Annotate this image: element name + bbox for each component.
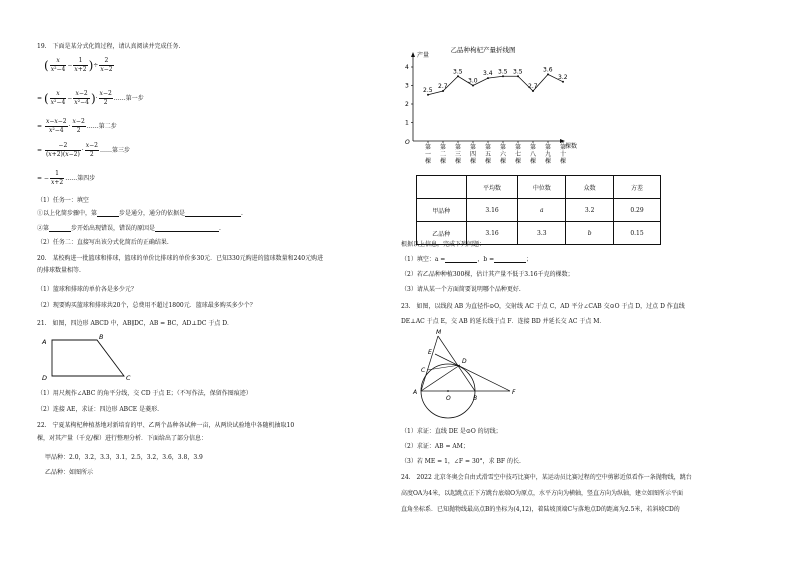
table-cell: 3.2 — [566, 199, 614, 222]
q23-label-f: F — [512, 389, 516, 396]
q19-task1-b-mid: 步开始出现错误，错误的原因是 — [71, 225, 156, 232]
chart-category-label: 第 — [469, 144, 477, 151]
q19-step-2-tag: ……第二步 — [86, 123, 117, 130]
q19-task1-a-pre: ①以上化简步骤中，第 — [37, 210, 98, 217]
chart-point — [472, 85, 474, 87]
chart-category-label: 棵 — [529, 158, 537, 165]
q19-task1-b-pre: ②第 — [37, 225, 50, 232]
chart-category-label: 三 — [454, 151, 462, 158]
point-o — [447, 390, 449, 392]
q23-sub-1: （1）求证：直线 DE 是⊙O 的切线； — [401, 428, 502, 435]
q19-task1-b — [37, 225, 221, 232]
chart-category-label: 第 — [454, 144, 462, 151]
q22-line-2: 棵，对其产量（千克/棵）进行整理分析．下面给出了部分信息： — [37, 435, 208, 442]
q20-sub-2: （2）现要购买篮球和排球共20个，总费用不超过1800元．篮球最多购买多少个？ — [37, 302, 256, 309]
q23-figure — [406, 328, 534, 424]
chart-y-tick-label: 1 — [405, 119, 409, 127]
q20-line-1: 20. 某校购进一批篮球和排球，篮球的单价比排球的单价多30元．已知330元购进的篮球数量和240元购进 — [37, 255, 324, 262]
chart-category-label: 一 — [424, 151, 432, 158]
chart-series-line — [428, 74, 563, 94]
q19-step-1: = ( $\frac{x}{\text{x²−4}}$ − $\frac{x-2}{\text{x²−4}}$ )· $\frac{x-2}{2}$ ……第一步 — [37, 90, 144, 106]
chart-category-label: 第 — [529, 144, 537, 151]
q21-label-b: B — [99, 333, 104, 341]
chart-category-label: 八 — [529, 151, 537, 158]
q19-step-4-tag: ……第四步 — [65, 175, 96, 182]
chart-point — [487, 77, 489, 79]
chart-value-label: 3.5 — [453, 68, 463, 76]
q22-blank-a[interactable] — [445, 256, 477, 263]
line-am — [421, 336, 438, 391]
q23-label-b: B — [473, 395, 478, 402]
table-header-cell: 众数 — [566, 176, 614, 199]
chart-category-label: 二 — [439, 151, 447, 158]
q22-line-1: 22. 宁夏某枸杞种植基地对新培育的甲、乙两个品种各试种一亩，从两块试验地中各随机抽取10 — [37, 422, 295, 429]
table-header-cell: 方差 — [614, 176, 661, 199]
table-cell: 甲品种 — [417, 199, 467, 222]
table-cell: 3.3 — [518, 222, 566, 245]
q22-intro: 根据以上信息，完成下列问题： — [401, 241, 486, 248]
q21-label-d: D — [42, 374, 48, 382]
q19-task1-a-mid: 步是通分，通分的依据是 — [119, 210, 186, 217]
q22-sub-2: （2）若乙品种种植300棵，估计其产量不低于3.16千克的棵数； — [401, 271, 574, 278]
q24-line-1: 24. 2022 北京冬奥会自由式滑雪空中技巧比赛中，某运动员比赛过程的空中剪影近似看作一条抛物线，跳台 — [401, 474, 692, 481]
chart-point — [517, 75, 519, 77]
q19-task1-label: （1）任务一：填空 — [37, 197, 89, 204]
chart-point — [427, 94, 429, 96]
q23-label-c: C — [421, 367, 426, 374]
chart-point — [457, 75, 459, 77]
chart-category-label: 十 — [559, 151, 567, 158]
q23-line-2: DE⊥AC 于点 E，交 AB 的延长线于点 F．连接 BD 并延长交 AC 于点 M． — [401, 318, 606, 325]
q21-label-c: C — [126, 374, 131, 382]
chart-xlabel: 棵数 — [565, 143, 578, 150]
q21-sub-1: （1）用尺规作∠ABC 的角平分线，交 CD 于点 E；（不写作法，保留作图痕迹） — [37, 390, 252, 397]
chart-category-label: 棵 — [559, 158, 567, 165]
line-cd — [427, 365, 460, 370]
table-cell: 0.29 — [614, 199, 661, 222]
q19-step-4: = − $\frac{1}{x+2}$ ……第四步 — [37, 170, 96, 186]
table-header-cell: 中位数 — [518, 176, 566, 199]
chart-value-label: 3.5 — [513, 68, 523, 76]
line-ef — [435, 354, 510, 391]
table-cell: b — [566, 222, 614, 245]
table-cell: a — [518, 199, 566, 222]
chart-category-label: 六 — [499, 151, 507, 158]
chart-category-label: 棵 — [499, 158, 507, 165]
q19-blank-error-reason[interactable] — [155, 225, 219, 232]
table-header-row — [417, 176, 661, 199]
q22-yi-data: 乙品种：如图所示 — [45, 469, 94, 476]
table-row — [417, 199, 661, 222]
chart-value-label: 3.5 — [498, 68, 508, 76]
q23-label-m: M — [436, 329, 442, 336]
q19-blank-error-step[interactable] — [49, 225, 71, 232]
chart-category-label: 第 — [499, 144, 507, 151]
trapezoid-abcd — [52, 340, 124, 376]
q21-sub-2: （2）连接 AE，求证：四边形 ABCE 是菱形. — [37, 406, 159, 413]
table-cell: 3.16 — [466, 199, 518, 222]
q19-blank-basis[interactable] — [185, 210, 241, 217]
q22-blank-b[interactable] — [494, 256, 526, 263]
q23-sub-3: （3）若 ME = 1，∠F = 30°，求 BF 的长. — [401, 458, 521, 465]
yield-line-chart — [403, 40, 593, 170]
chart-point — [562, 81, 564, 83]
chart-category-label: 第 — [484, 144, 492, 151]
chart-category-label: 第 — [559, 144, 567, 151]
chart-category-label: 七 — [514, 151, 522, 158]
chart-category-label: 棵 — [544, 158, 552, 165]
chart-category-label: 棵 — [469, 158, 477, 165]
table-header-cell — [417, 176, 467, 199]
q19-blank-step[interactable] — [97, 210, 119, 217]
chart-point — [442, 90, 444, 92]
q24-line-3: 直角坐标系．已知抛物线最高点B的坐标为(4,12)，着陆坡顶端C与落地点D的距离为2.5米，若斜坡CD的 — [401, 506, 680, 513]
q19-task2: （2）任务二：直接写出该分式化简后的正确结果. — [37, 239, 169, 246]
chart-category-label: 棵 — [454, 158, 462, 165]
table-cell: 乙品种 — [417, 222, 467, 245]
q19-step-2: = $\frac{x-x-2}{\text{x²−4}}$ · $\frac{x-2}{2}$ ……第二步 — [37, 118, 117, 134]
chart-y-tick-label: 3 — [405, 82, 409, 90]
chart-origin: O — [405, 139, 410, 146]
line-bm — [438, 336, 475, 391]
q19-step-3: = $\frac{-2}{(x+2)(x-2)}$ · $\frac{x-2}{2}$ ……第三步 — [37, 142, 130, 158]
chart-category-label: 五 — [484, 151, 492, 158]
q20-sub-1: （1）篮球和排球的单价各是多少元？ — [37, 286, 137, 293]
chart-point — [547, 73, 549, 75]
q19-stem: 19. 下面是某分式化简过程，请认真阅读并完成任务. — [37, 43, 181, 50]
q21-figure — [40, 332, 140, 384]
chart-ylabel: 产量 — [417, 52, 430, 59]
chart-category-label: 棵 — [514, 158, 522, 165]
q19-step-1-tag: ……第一步 — [113, 95, 144, 102]
q19-task1-a — [37, 210, 243, 217]
q23-label-d: D — [462, 358, 467, 365]
q19-task1-a-end: . — [241, 210, 243, 217]
q23-label-o: O — [446, 395, 451, 402]
table-cell: 0.15 — [614, 222, 661, 245]
chart-category-label: 九 — [544, 151, 552, 158]
q22-sub-1-mid: ，b = — [477, 256, 495, 263]
chart-value-label: 3.6 — [543, 66, 553, 74]
q23-label-e: E — [428, 349, 432, 356]
chart-category-label: 棵 — [484, 158, 492, 165]
table-header-cell: 平均数 — [466, 176, 518, 199]
q22-jia-data: 甲品种：2.0，3.2，3.3，3.1，2.5，3.2，3.6，3.8，3.9 — [45, 454, 203, 461]
chart-value-label: 3.4 — [483, 70, 493, 78]
chart-category-label: 第 — [439, 144, 447, 151]
table-cell: 3.16 — [466, 222, 518, 245]
chart-y-tick-label: 2 — [405, 101, 409, 108]
q24-line-2: 高度OA为4米，以起跳点正下方跳台底端O为原点，水平方向为横轴，竖直方向为纵轴，建立如图所示平面 — [401, 490, 683, 497]
q22-sub-1 — [401, 256, 532, 263]
q22-sub-1-end: ； — [526, 256, 533, 263]
q21-label-a: A — [42, 338, 47, 346]
q22-sub-3: （3）请从某一个方面简要说明哪个品种更好. — [401, 286, 521, 293]
chart-category-label: 棵 — [424, 158, 432, 165]
q19-expression: ( $\frac{x}{\text{x²−4}}$ − $\frac{1}{x+2}$ )÷ $\frac{2}{x-2}$ — [44, 57, 113, 73]
chart-title: 乙品种枸杞产量折线图 — [450, 46, 516, 54]
q21-line-1: 21. 如图，四边形 ABCD 中，AB∥DC，AB = BC，AD⊥DC 于点 D． — [37, 320, 234, 327]
chart-value-label: 2.5 — [423, 86, 433, 94]
q20-line-2: 的排球数量相等. — [37, 267, 81, 274]
q22-sub-1-pre: （1）填空：a = — [401, 256, 446, 263]
q19-step-3-tag: ……第三步 — [99, 147, 130, 154]
line-ad — [421, 365, 460, 391]
q23-line-1: 23. 如图，以线段 AB 为直径作⊙O，交射线 AC 于点 C，AD 平分∠CAB 交⊙O 于点 D，过点 D 作直线 — [401, 303, 685, 310]
chart-y-tick-label: 4 — [405, 64, 409, 71]
q19-task1-b-end: . — [219, 225, 221, 232]
chart-point — [502, 75, 504, 77]
chart-value-label: 2.7 — [528, 83, 538, 91]
q23-label-a: A — [413, 389, 418, 396]
q23-sub-2: （2）求证：AB = AM； — [401, 443, 469, 450]
chart-category-label: 第 — [514, 144, 522, 151]
stats-table — [416, 175, 661, 245]
chart-value-label: 3.0 — [468, 77, 478, 85]
chart-category-label: 第 — [544, 144, 552, 151]
chart-category-label: 四 — [469, 151, 477, 158]
chart-value-label: 3.2 — [558, 73, 568, 81]
chart-point — [532, 90, 534, 92]
chart-category-label: 棵 — [439, 158, 447, 165]
chart-category-label: 第 — [424, 144, 432, 151]
chart-value-label: 2.7 — [438, 83, 448, 91]
chart-y-arrow — [411, 52, 415, 57]
